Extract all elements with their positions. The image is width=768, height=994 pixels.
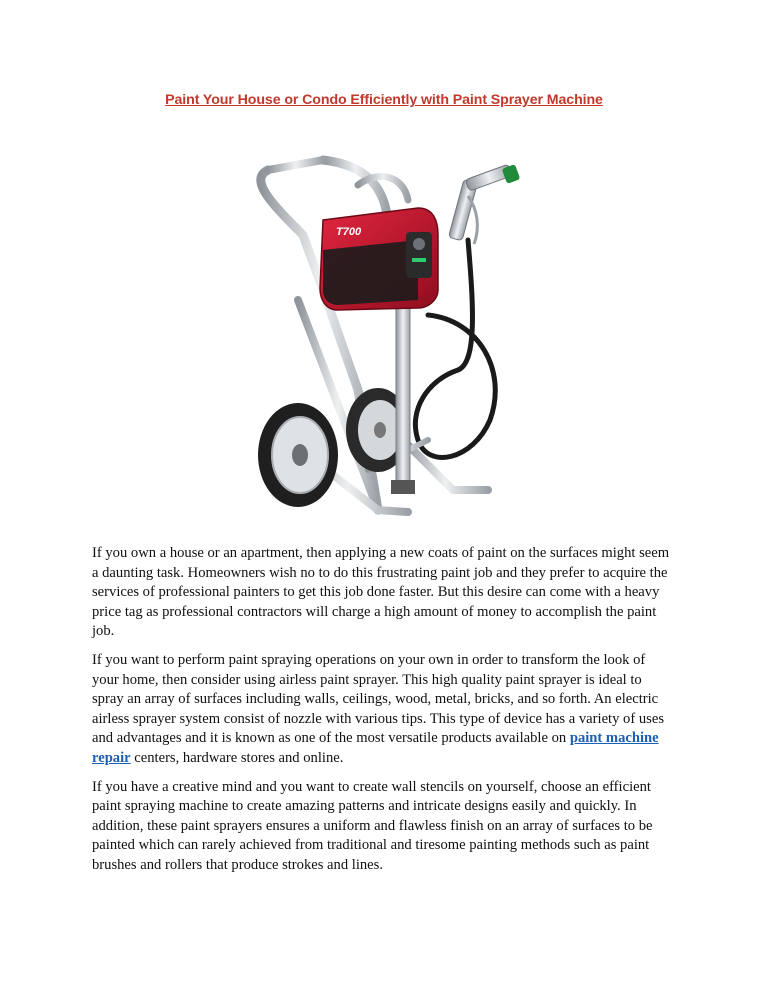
paint-sprayer-image — [228, 140, 548, 530]
paragraph-2 — [92, 651, 674, 769]
paragraph-3: If you have a creative mind and you want to create wall stencils on yourself, choose an efficient paint spraying machine to create amazing patterns and intricate designs easily and quickly. In addition, these paint sprayers ensures a uniform and flawless finish on an array of surfaces to be painted which can rarely achieved from traditional and tiresome painting methods such as paint brushes and rollers that produce strokes and lines. — [92, 778, 653, 873]
intake-base — [391, 480, 415, 494]
model-label: T700 — [336, 226, 362, 238]
motor-housing — [320, 208, 438, 310]
paint-machine-repair-link[interactable]: paint machine repair — [92, 730, 659, 766]
front-wheel — [258, 403, 338, 507]
paragraph-2-text-after: centers, hardware stores and online. — [130, 749, 344, 766]
spray-gun — [448, 164, 520, 244]
pump-column — [396, 290, 410, 490]
paint-sprayer-illustration — [228, 140, 548, 530]
paragraph-2-text-before: If you want to perform paint spraying operations on your own in order to transform the look of your home, then consider using airless paint sprayer. This high quality paint sprayer is ideal to spray an array of surfaces including walls, ceilings, wood, metal, bricks, and so forth. An electric airless sprayer system consist of nozzle with various tips. This type of device has a variety of uses and advantages and it is known as one of the most versatile products available on — [92, 651, 664, 747]
page-title: Paint Your House or Condo Efficiently with Paint Sprayer Machine — [165, 92, 603, 108]
article-body — [92, 544, 674, 885]
paragraph-1: If you own a house or an apartment, then applying a new coats of paint on the surfaces might seem a daunting task. Homeowners wish no to do this frustrating paint job and they prefer to acquire the services of professional painters to get this job done faster. But this desire can come with a heavy price tag as professional contractors will charge a high amount of money to accomplish the paint job. — [92, 545, 670, 640]
